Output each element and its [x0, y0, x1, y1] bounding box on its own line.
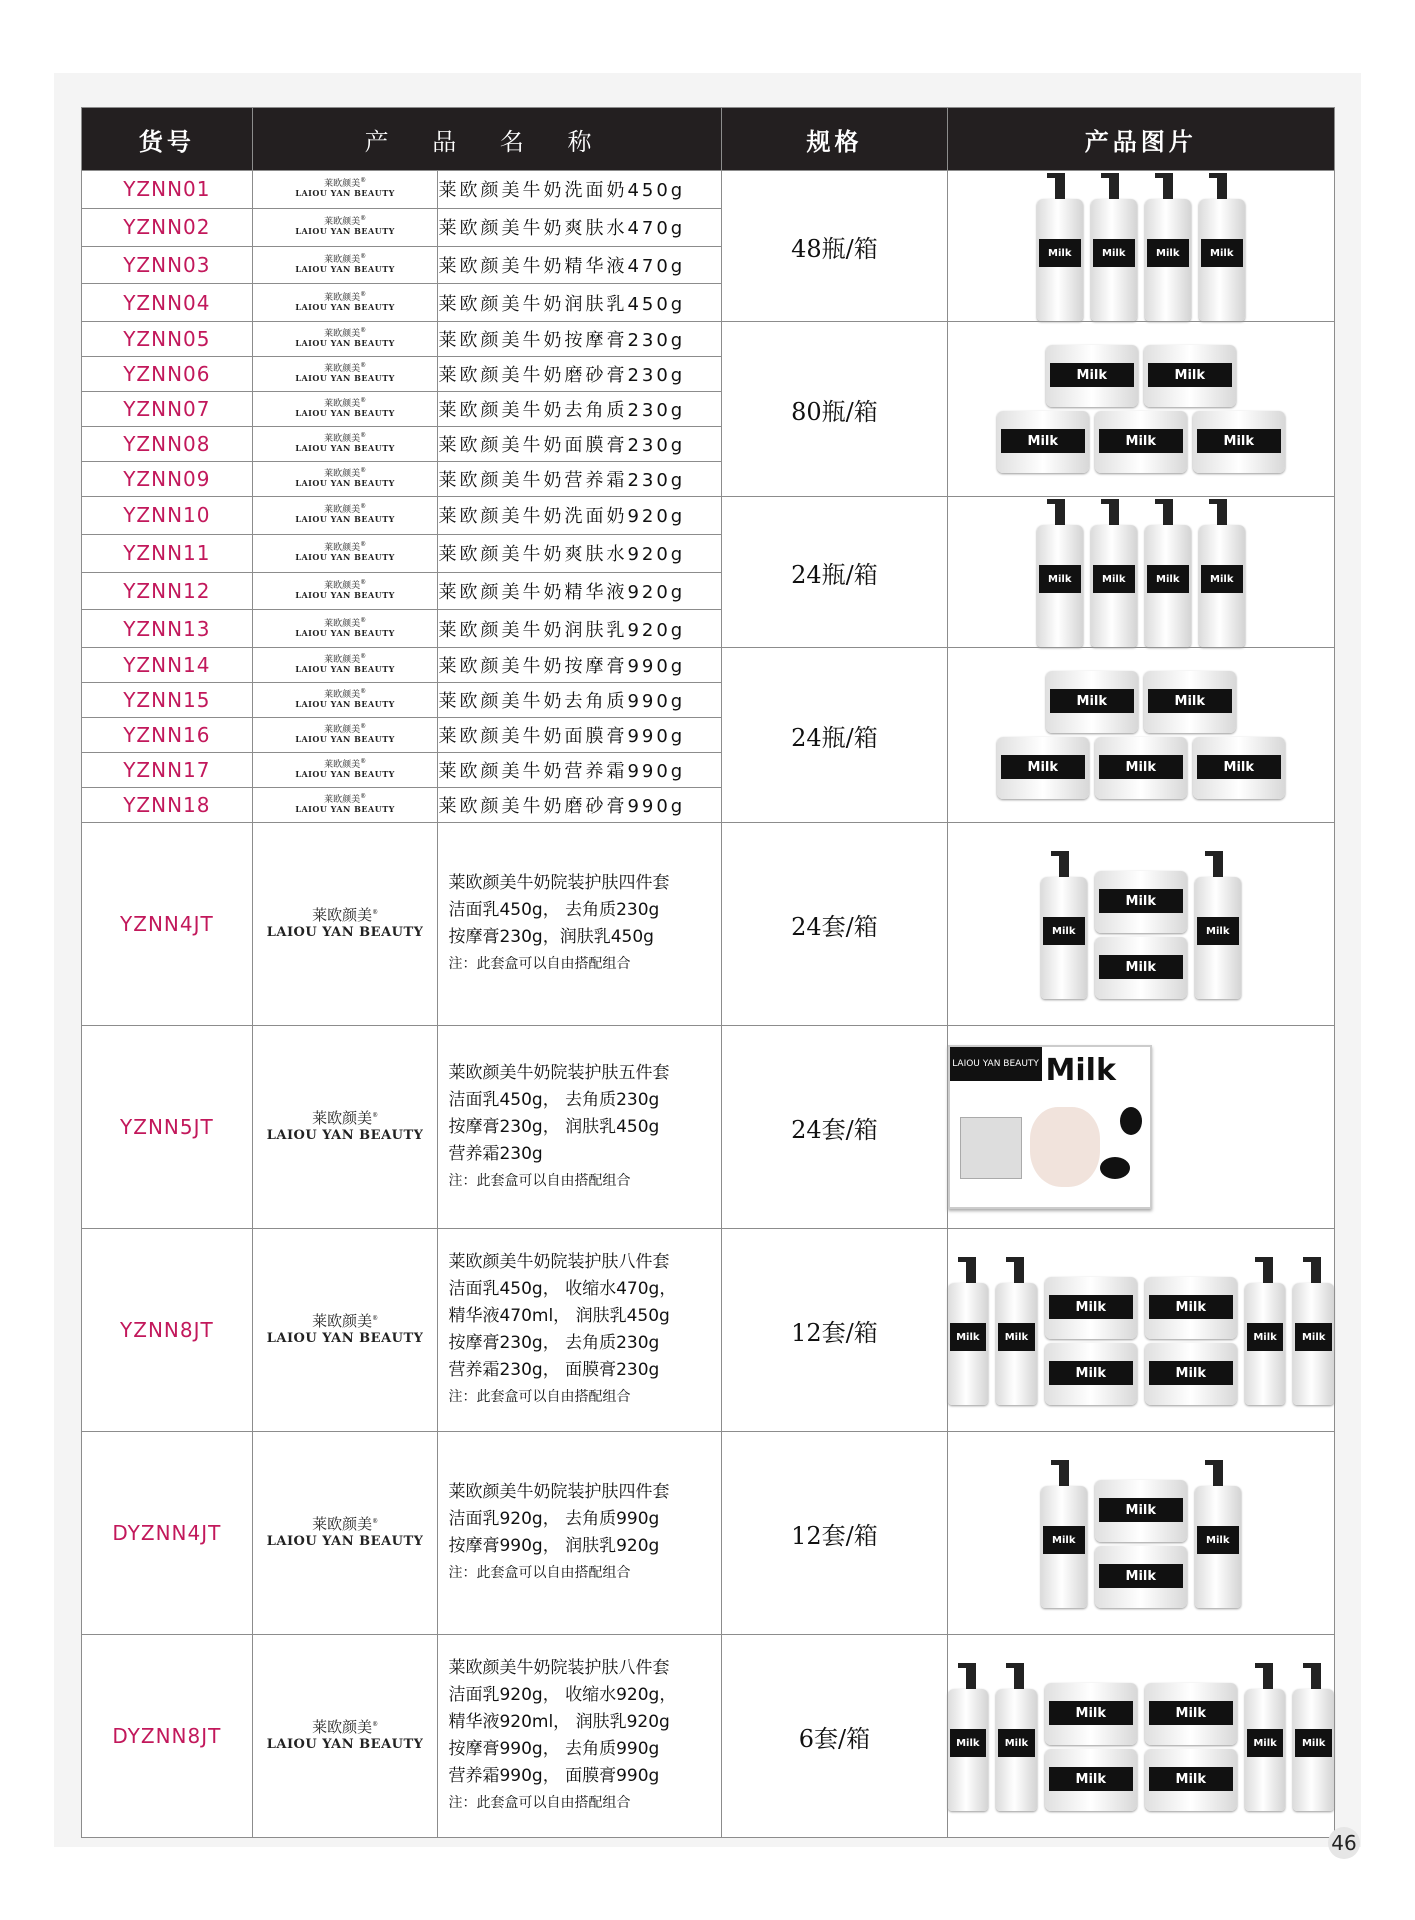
cream-jar: Milk	[997, 411, 1089, 473]
brand-logo: 莱欧颜美® LAIOU YAN BEAUTY	[295, 503, 395, 525]
cream-jar: Milk	[1095, 1480, 1187, 1542]
image-cell	[947, 1432, 1334, 1635]
product-name: 莱欧颜美牛奶精华液920g	[438, 572, 722, 610]
product-code: YZNN16	[82, 718, 253, 753]
set-name-cell	[438, 1432, 722, 1635]
product-name: 莱欧颜美牛奶去角质990g	[438, 683, 722, 718]
cream-jar: Milk	[997, 737, 1089, 799]
brand-logo: 莱欧颜美® LAIOU YAN BEAUTY	[266, 1109, 424, 1143]
product-image	[948, 671, 1334, 799]
brand-logo: 莱欧颜美® LAIOU YAN BEAUTY	[295, 177, 395, 199]
spec-cell: 12套/箱	[722, 1229, 947, 1432]
set-line: 按摩膏990g， 润肤乳920g	[448, 1536, 660, 1556]
pump-bottle: Milk	[1145, 525, 1191, 647]
brand-logo: 莱欧颜美® LAIOU YAN BEAUTY	[295, 397, 395, 418]
product-code: YZNN18	[82, 788, 253, 823]
pump-bottle: Milk	[1041, 1486, 1087, 1608]
cream-jar: Milk	[1095, 737, 1187, 799]
brand-cell	[252, 788, 438, 823]
image-cell	[947, 171, 1334, 322]
product-code: YZNN08	[82, 427, 253, 462]
cream-jar: Milk	[1193, 411, 1285, 473]
brand-logo: 莱欧颜美® LAIOU YAN BEAUTY	[295, 723, 395, 744]
set-line: 莱欧颜美牛奶院装护肤五件套	[448, 1062, 670, 1083]
set-line: 洁面乳450g， 去角质230g	[448, 1089, 660, 1110]
pump-bottle: Milk	[1195, 1486, 1241, 1608]
product-name: 莱欧颜美牛奶面膜膏230g	[438, 427, 722, 462]
product-code: YZNN17	[82, 753, 253, 788]
set-row	[82, 1026, 1335, 1229]
set-note: 注：此套盒可以自由搭配组合	[448, 1565, 631, 1581]
set-line: 洁面乳920g， 去角质990g	[448, 1509, 660, 1529]
cream-jar: Milk	[1045, 1343, 1137, 1405]
brand-cell	[252, 208, 438, 246]
product-image	[948, 171, 1334, 321]
product-name: 莱欧颜美牛奶按摩膏990g	[438, 648, 722, 683]
brand-logo: 莱欧颜美® LAIOU YAN BEAUTY	[266, 906, 424, 940]
brand-cell	[252, 572, 438, 610]
pump-bottle: Milk	[996, 1689, 1037, 1811]
cream-jar: Milk	[1145, 1683, 1237, 1745]
cream-jar: Milk	[1095, 1546, 1187, 1608]
product-name: 莱欧颜美牛奶营养霜990g	[438, 753, 722, 788]
brand-cell	[252, 683, 438, 718]
brand-logo: 莱欧颜美® LAIOU YAN BEAUTY	[295, 432, 395, 453]
product-code: YZNN15	[82, 683, 253, 718]
product-name: 莱欧颜美牛奶润肤乳450g	[438, 284, 722, 322]
cream-jar: Milk	[1046, 345, 1138, 407]
image-cell	[947, 823, 1334, 1026]
set-row	[82, 1635, 1335, 1838]
pump-bottle: Milk	[1037, 525, 1083, 647]
set-note: 注：此套盒可以自由搭配组合	[448, 1795, 631, 1811]
set-name-cell	[438, 823, 722, 1026]
pump-bottle: Milk	[1041, 877, 1087, 999]
pump-bottle: Milk	[1245, 1689, 1286, 1811]
set-name-cell	[438, 1635, 722, 1838]
product-name: 莱欧颜美牛奶去角质230g	[438, 392, 722, 427]
set-line: 洁面乳920g， 收缩水920g，	[448, 1685, 677, 1705]
brand-cell	[252, 823, 438, 1026]
set-description	[438, 1249, 721, 1411]
image-cell	[947, 1229, 1334, 1432]
product-image	[948, 1661, 1334, 1811]
spec-cell: 24瓶/箱	[722, 648, 947, 823]
header-code: 货号	[82, 108, 253, 171]
header-name: 产 品 名 称	[252, 108, 722, 171]
cream-jar: Milk	[1193, 737, 1285, 799]
product-name: 莱欧颜美牛奶磨砂膏230g	[438, 357, 722, 392]
set-line: 按摩膏230g， 去角质230g	[448, 1333, 660, 1353]
set-line: 莱欧颜美牛奶院装护肤八件套	[448, 1252, 670, 1272]
set-row	[82, 1432, 1335, 1635]
product-code: YZNN05	[82, 322, 253, 357]
spec-cell: 24套/箱	[722, 1026, 947, 1229]
brand-cell	[252, 462, 438, 497]
set-note: 注：此套盒可以自由搭配组合	[448, 1172, 631, 1189]
table-row	[82, 648, 1335, 683]
set-name-cell	[438, 1026, 722, 1229]
brand-cell	[252, 171, 438, 209]
set-code: YZNN4JT	[82, 823, 253, 1026]
brand-logo: 莱欧颜美® LAIOU YAN BEAUTY	[295, 578, 395, 600]
product-name: 莱欧颜美牛奶精华液470g	[438, 246, 722, 284]
image-cell	[947, 497, 1334, 648]
set-description	[438, 1655, 721, 1817]
product-code: YZNN14	[82, 648, 253, 683]
image-cell	[947, 648, 1334, 823]
product-name: 莱欧颜美牛奶按摩膏230g	[438, 322, 722, 357]
product-name: 莱欧颜美牛奶洗面奶450g	[438, 171, 722, 209]
brand-cell	[252, 322, 438, 357]
cream-jar: Milk	[1144, 671, 1236, 733]
brand-logo: 莱欧颜美® LAIOU YAN BEAUTY	[295, 688, 395, 709]
product-image	[948, 1255, 1334, 1405]
brand-cell	[252, 1026, 438, 1229]
product-code: YZNN10	[82, 497, 253, 535]
page-number: 46	[1328, 1827, 1360, 1859]
set-code: DYZNN8JT	[82, 1635, 253, 1838]
brand-logo: 莱欧颜美® LAIOU YAN BEAUTY	[295, 362, 395, 383]
set-note: 注：此套盒可以自由搭配组合	[448, 1389, 631, 1405]
set-line: 按摩膏230g，润肤乳450g	[448, 927, 654, 947]
set-row	[82, 823, 1335, 1026]
product-code: YZNN03	[82, 246, 253, 284]
brand-logo: 莱欧颜美® LAIOU YAN BEAUTY	[295, 653, 395, 674]
cream-jar: Milk	[1045, 1749, 1137, 1811]
spec-cell: 12套/箱	[722, 1432, 947, 1635]
brand-logo: 莱欧颜美® LAIOU YAN BEAUTY	[295, 467, 395, 488]
set-line: 营养霜990g， 面膜膏990g	[448, 1766, 660, 1786]
table-row	[82, 497, 1335, 535]
brand-logo: 莱欧颜美® LAIOU YAN BEAUTY	[295, 616, 395, 638]
cream-jar: Milk	[1045, 1683, 1137, 1745]
pump-bottle: Milk	[948, 1283, 989, 1405]
cream-jar: Milk	[1046, 671, 1138, 733]
product-name: 莱欧颜美牛奶爽肤水470g	[438, 208, 722, 246]
pump-bottle: Milk	[948, 1689, 989, 1811]
cream-jar: Milk	[1095, 411, 1187, 473]
pump-bottle: Milk	[1091, 199, 1137, 321]
brand-cell	[252, 497, 438, 535]
product-table	[81, 107, 1335, 1838]
brand-cell	[252, 1635, 438, 1838]
set-name-cell	[438, 1229, 722, 1432]
brand-cell	[252, 1432, 438, 1635]
set-code: YZNN8JT	[82, 1229, 253, 1432]
table-header	[82, 108, 1335, 171]
set-row	[82, 1229, 1335, 1432]
product-name: 莱欧颜美牛奶磨砂膏990g	[438, 788, 722, 823]
brand-logo: 莱欧颜美® LAIOU YAN BEAUTY	[295, 327, 395, 348]
product-name: 莱欧颜美牛奶营养霜230g	[438, 462, 722, 497]
product-code: YZNN11	[82, 534, 253, 572]
spec-cell: 6套/箱	[722, 1635, 947, 1838]
pump-bottle: Milk	[1145, 199, 1191, 321]
cream-jar: Milk	[1095, 937, 1187, 999]
product-name: 莱欧颜美牛奶洗面奶920g	[438, 497, 722, 535]
pump-bottle: Milk	[1293, 1689, 1334, 1811]
brand-logo: 莱欧颜美® LAIOU YAN BEAUTY	[295, 758, 395, 779]
gift-box-image: LAIOU YAN BEAUTY Milk	[948, 1045, 1152, 1209]
cream-jar: Milk	[1145, 1749, 1237, 1811]
spec-cell: 24套/箱	[722, 823, 947, 1026]
product-image	[948, 345, 1334, 473]
product-name: 莱欧颜美牛奶面膜膏990g	[438, 718, 722, 753]
set-code: DYZNN4JT	[82, 1432, 253, 1635]
table-row	[82, 322, 1335, 357]
spec-cell: 24瓶/箱	[722, 497, 947, 648]
product-image	[948, 497, 1334, 647]
pump-bottle: Milk	[996, 1283, 1037, 1405]
pump-bottle: Milk	[1293, 1283, 1334, 1405]
product-name: 莱欧颜美牛奶爽肤水920g	[438, 534, 722, 572]
set-line: 精华液920ml， 润肤乳920g	[448, 1712, 670, 1732]
cream-jar: Milk	[1045, 1277, 1137, 1339]
brand-cell	[252, 392, 438, 427]
product-code: YZNN07	[82, 392, 253, 427]
image-cell	[947, 322, 1334, 497]
brand-cell	[252, 246, 438, 284]
set-line: 精华液470ml， 润肤乳450g	[448, 1306, 670, 1326]
brand-logo: 莱欧颜美® LAIOU YAN BEAUTY	[295, 541, 395, 563]
product-name: 莱欧颜美牛奶润肤乳920g	[438, 610, 722, 648]
brand-logo: 莱欧颜美® LAIOU YAN BEAUTY	[266, 1312, 424, 1346]
pump-bottle: Milk	[1037, 199, 1083, 321]
brand-cell	[252, 1229, 438, 1432]
image-cell	[947, 1635, 1334, 1838]
cream-jar: Milk	[1145, 1277, 1237, 1339]
product-code: YZNN09	[82, 462, 253, 497]
brand-cell	[252, 357, 438, 392]
pump-bottle: Milk	[1195, 877, 1241, 999]
brand-cell	[252, 284, 438, 322]
brand-cell	[252, 534, 438, 572]
spec-cell: 80瓶/箱	[722, 322, 947, 497]
set-line: 按摩膏990g， 去角质990g	[448, 1739, 660, 1759]
brand-cell	[252, 610, 438, 648]
brand-cell	[252, 648, 438, 683]
product-code: YZNN02	[82, 208, 253, 246]
image-cell	[947, 1026, 1334, 1229]
set-line: 营养霜230g， 面膜膏230g	[448, 1360, 660, 1380]
set-code: YZNN5JT	[82, 1026, 253, 1229]
brand-cell	[252, 718, 438, 753]
cream-jar: Milk	[1145, 1343, 1237, 1405]
pump-bottle: Milk	[1199, 199, 1245, 321]
brand-logo: 莱欧颜美® LAIOU YAN BEAUTY	[295, 793, 395, 814]
product-code: YZNN04	[82, 284, 253, 322]
set-line: 营养霜230g	[448, 1143, 543, 1164]
set-line: 洁面乳450g， 收缩水470g，	[448, 1279, 677, 1299]
product-code: YZNN12	[82, 572, 253, 610]
pump-bottle: Milk	[1091, 525, 1137, 647]
set-line: 按摩膏230g， 润肤乳450g	[448, 1116, 660, 1137]
brand-logo: 莱欧颜美® LAIOU YAN BEAUTY	[266, 1718, 424, 1752]
set-line: 莱欧颜美牛奶院装护肤四件套	[448, 1482, 670, 1502]
set-line: 洁面乳450g， 去角质230g	[448, 900, 660, 920]
product-image	[948, 849, 1334, 999]
brand-logo: 莱欧颜美® LAIOU YAN BEAUTY	[295, 290, 395, 312]
set-line: 莱欧颜美牛奶院装护肤四件套	[448, 873, 670, 893]
brand-logo: 莱欧颜美® LAIOU YAN BEAUTY	[295, 252, 395, 274]
header-spec: 规格	[722, 108, 947, 171]
product-code: YZNN13	[82, 610, 253, 648]
spec-cell: 48瓶/箱	[722, 171, 947, 322]
brand-cell	[252, 427, 438, 462]
brand-logo: 莱欧颜美® LAIOU YAN BEAUTY	[266, 1515, 424, 1549]
product-image	[948, 1458, 1334, 1608]
pump-bottle: Milk	[1245, 1283, 1286, 1405]
set-description	[438, 870, 721, 978]
brand-cell	[252, 753, 438, 788]
header-image: 产品图片	[947, 108, 1334, 171]
cream-jar: Milk	[1095, 871, 1187, 933]
cream-jar: Milk	[1144, 345, 1236, 407]
set-line: 莱欧颜美牛奶院装护肤八件套	[448, 1658, 670, 1678]
product-code: YZNN01	[82, 171, 253, 209]
set-description	[438, 1479, 721, 1587]
pump-bottle: Milk	[1199, 525, 1245, 647]
set-description	[438, 1060, 721, 1195]
brand-logo: 莱欧颜美® LAIOU YAN BEAUTY	[295, 215, 395, 237]
set-note: 注：此套盒可以自由搭配组合	[448, 956, 631, 972]
product-code: YZNN06	[82, 357, 253, 392]
table-row	[82, 171, 1335, 209]
